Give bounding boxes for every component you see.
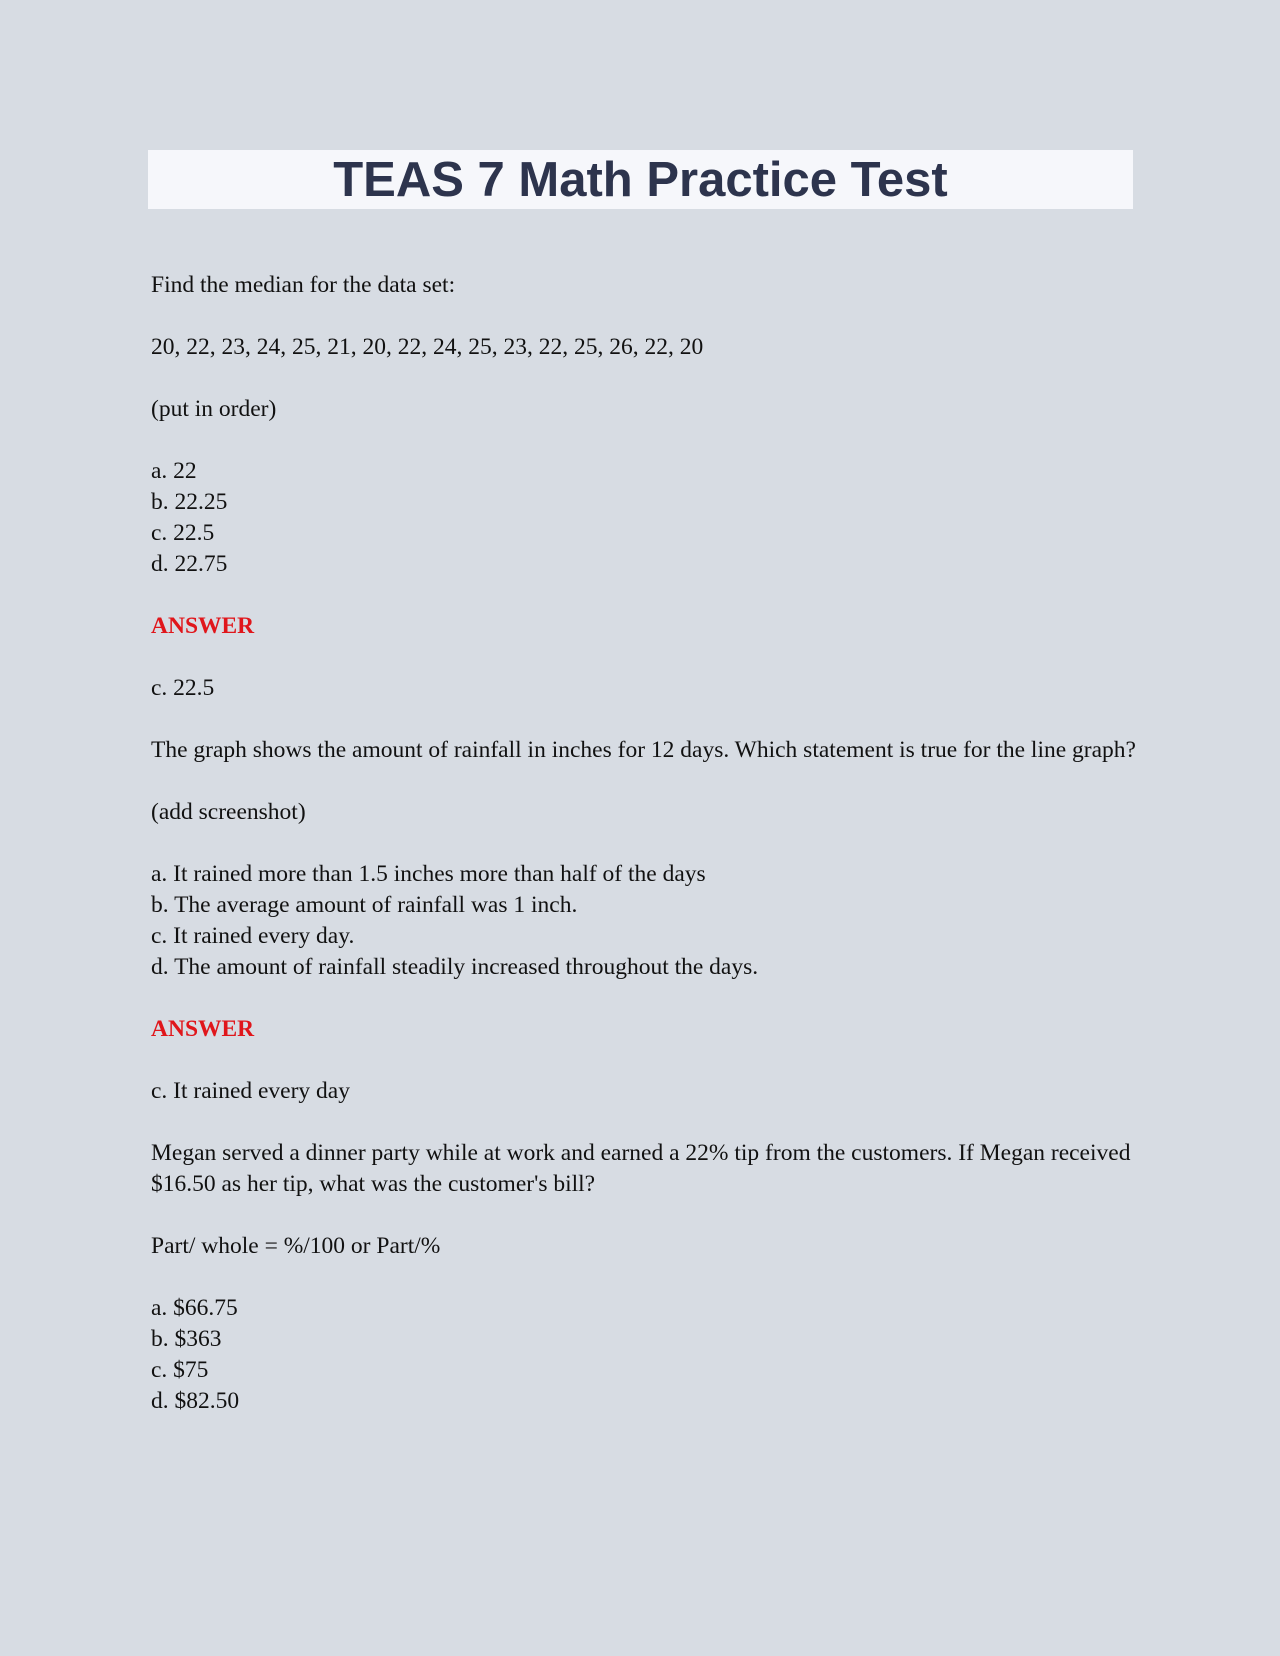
question-2-option-b: b. The average amount of rainfall was 1 inch. [151, 892, 578, 918]
question-1-answer: c. 22.5 [151, 675, 215, 701]
question-1 [151, 270, 1141, 704]
question-2-options [151, 859, 1141, 983]
question-1-prompt: Find the median for the data set: [151, 272, 456, 298]
page-title: TEAS 7 Math Practice Test [333, 153, 948, 207]
question-1-option-a: a. 22 [151, 458, 197, 484]
question-3-options [151, 1293, 1141, 1417]
question-1-data-set: 20, 22, 23, 24, 25, 21, 20, 22, 24, 25, 23, 22, 25, 26, 22, 20 [151, 334, 704, 360]
question-1-option-d: d. 22.75 [151, 551, 228, 577]
question-3-option-a: a. $66.75 [151, 1295, 238, 1321]
question-2 [151, 735, 1141, 1107]
title-banner [148, 150, 1133, 209]
question-2-option-a: a. It rained more than 1.5 inches more than half of the days [151, 861, 706, 887]
question-2-answer-label: ANSWER [151, 1016, 255, 1042]
question-1-option-c: c. 22.5 [151, 520, 215, 546]
question-3 [151, 1138, 1141, 1417]
question-3-option-d: d. $82.50 [151, 1388, 240, 1414]
question-2-note: (add screenshot) [151, 799, 306, 825]
question-2-prompt: The graph shows the amount of rainfall in inches for 12 days. Which statement is true for the line graph? [151, 737, 1136, 763]
question-1-options [151, 456, 1141, 580]
question-3-option-b: b. $363 [151, 1326, 222, 1352]
document-body [151, 270, 1141, 1448]
question-1-option-b: b. 22.25 [151, 489, 228, 515]
question-3-prompt: Megan served a dinner party while at work and earned a 22% tip from the customers. If Megan received $16.50 as her tip, what was the customer's bill? [151, 1140, 1131, 1197]
question-2-option-c: c. It rained every day. [151, 923, 355, 949]
question-3-option-c: c. $75 [151, 1357, 209, 1383]
question-1-note: (put in order) [151, 396, 277, 422]
question-2-answer: c. It rained every day [151, 1078, 350, 1104]
question-3-note: Part/ whole = %/100 or Part/% [151, 1233, 441, 1259]
question-1-answer-label: ANSWER [151, 613, 255, 639]
question-2-option-d: d. The amount of rainfall steadily increased throughout the days. [151, 954, 759, 980]
